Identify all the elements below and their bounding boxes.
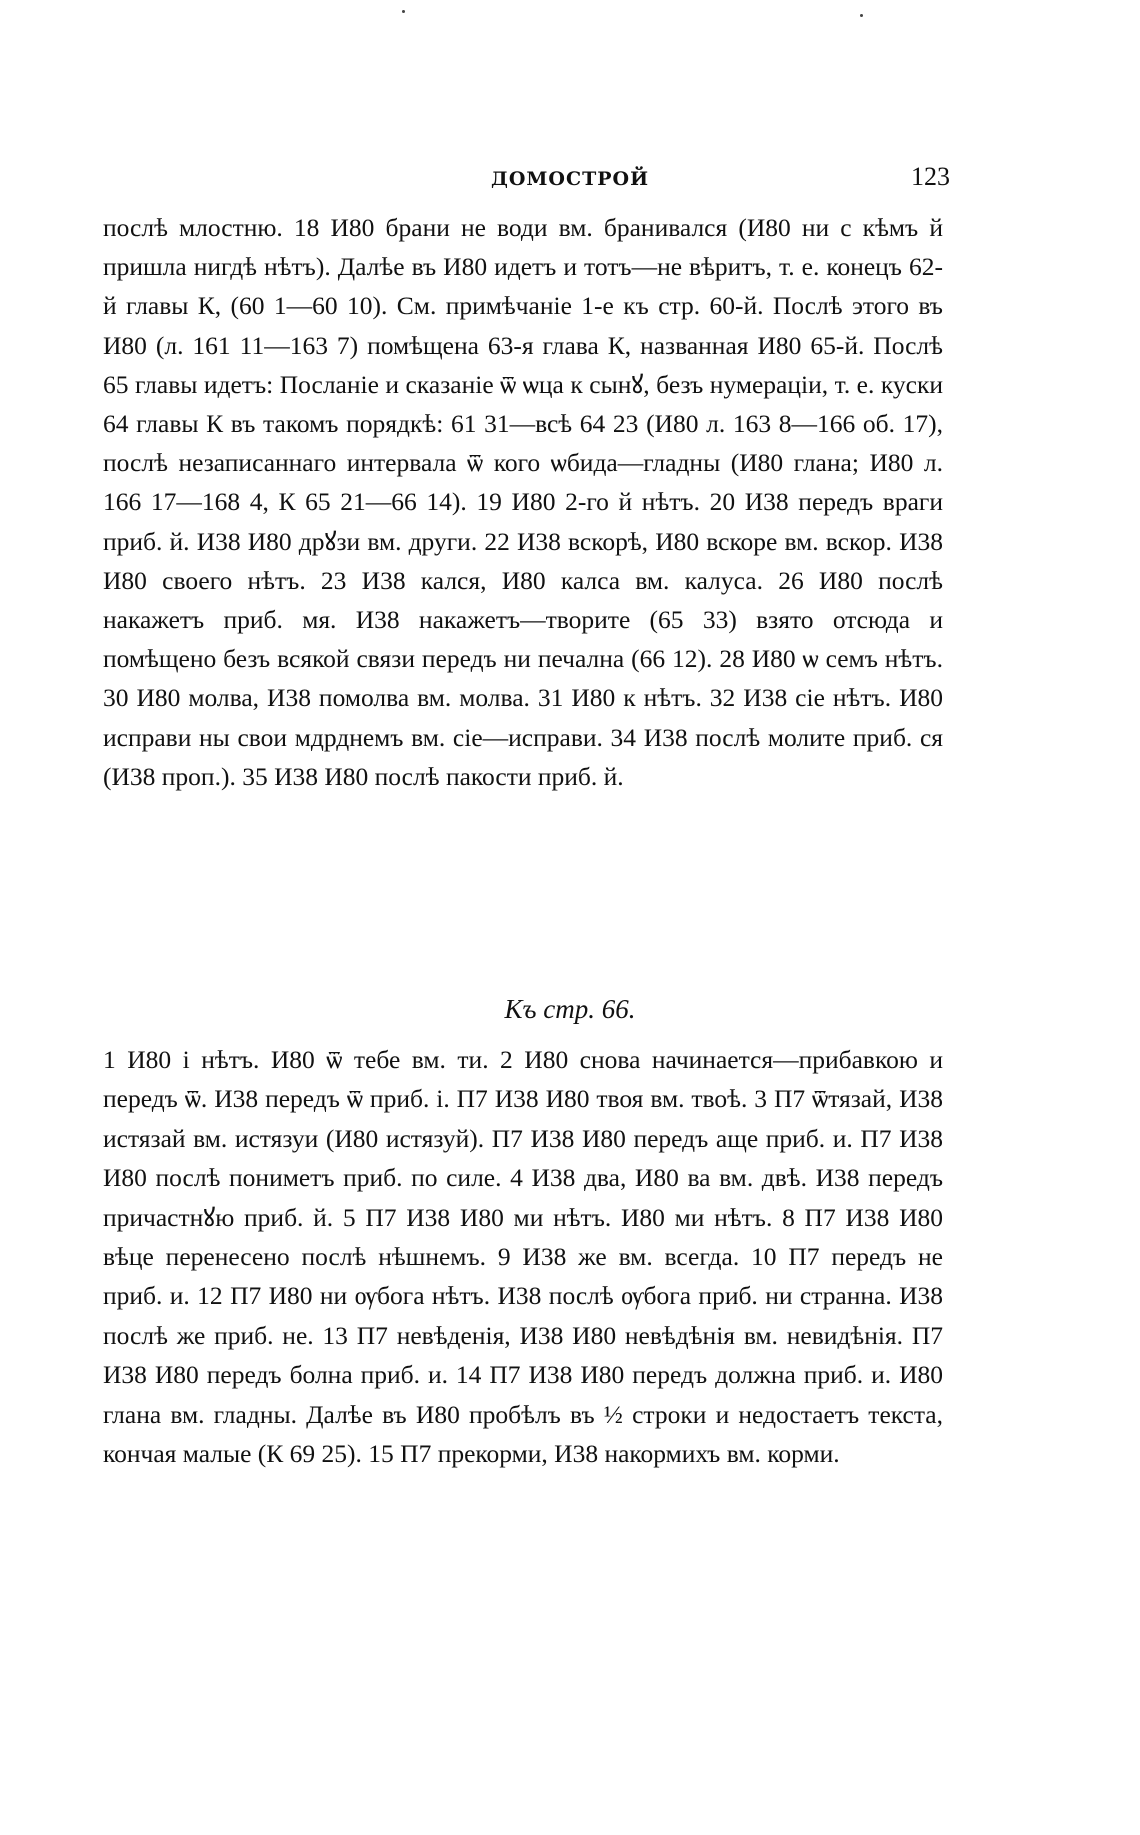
scan-speck <box>860 14 863 17</box>
section-heading: Къ стр. 66. <box>504 994 636 1024</box>
body-paragraph: послѣ млостню. 18 И80 брани не води вм. бранивался (И80 ни с кѣмъ й пришла нигдѣ нѣтъ). Далѣе въ И80 идетъ и тотъ—не вѣритъ, т. е. конецъ 62-й главы К, (60 1—60 10). См. примѣчаніе 1-е къ стр. 60-й. Послѣ этого въ И80 (л. 161 11—163 7) помѣщена 63-я глава К, названная И80 65-й. Послѣ 65 главы идетъ: Посланіе и сказаніе ѿ ѡца к сынꙋ, безъ нумераціи, т. е. куски 64 главы К въ такомъ порядкѣ: 61 31—всѣ 64 23 (И80 л. 163 8—166 об. 17), послѣ незаписаннаго интервала ѿ кого ѡбида—гладны (И80 глана; И80 л. 166 17—168 4, К 65 21—66 14). 19 И80 2-го й нѣтъ. 20 И38 передъ враги приб. й. И38 И80 дрꙋзи вм. други. 22 И38 вскорѣ, И80 вскоре вм. вскор. И38 И80 своего нѣтъ. 23 И38 кался, И80 калса вм. калуса. 26 И80 послѣ накажетъ приб. мя. И38 накажетъ—творите (65 33) взято отсюда и помѣщено безъ всякой связи передъ ни печална (66 12). 28 И80 ѡ семъ нѣтъ. 30 И80 молва, И38 помолва вм. молва. 31 И80 к нѣтъ. 32 И38 сіе нѣтъ. И80 исправи ны свои мдрднемъ вм. сіе—исправи. 34 И38 послѣ молите приб. ся (И38 проп.). 35 И38 И80 послѣ пакости приб. й. <box>103 213 943 791</box>
section-paragraph: 1 И80 і нѣтъ. И80 ѿ тебе вм. ти. 2 И80 снова начинается—прибавкою и передъ ѿ. И38 передъ ѿ приб. і. П7 И38 И80 твоя вм. твоѣ. 3 П7 ѿтязай, И38 истязай вм. истязуи (И80 истязуй). П7 И38 И80 передъ аще приб. и. П7 И38 И80 послѣ пониметъ приб. по силе. 4 И38 два, И80 ва вм. двѣ. И38 передъ причастнꙋю приб. й. 5 П7 И38 И80 ми нѣтъ. И80 ми нѣтъ. 8 П7 И38 И80 вѣце перенесено послѣ нѣшнемъ. 9 И38 же вм. всегда. 10 П7 передъ не приб. и. 12 П7 И80 ни ѹбога нѣтъ. И38 послѣ ѹбога приб. ни странна. И38 послѣ же приб. не. 13 П7 невѣденія, И38 И80 невѣдѣнія вм. невидѣнія. П7 И38 И80 передъ болна приб. и. 14 П7 И38 И80 передъ должна приб. и. И80 глана вм. гладны. Далѣе въ И80 пробѣлъ въ ½ строки и недостаетъ текста, кончая малые (К 69 25). 15 П7 прекорми, И38 накормихъ вм. корми. <box>103 1045 943 1469</box>
page-header <box>0 158 1140 198</box>
scan-speck <box>402 10 405 13</box>
page-number: 123 <box>911 162 950 191</box>
body-text <box>103 208 943 796</box>
section-text <box>103 1040 943 1473</box>
running-title: ДОМОСТРОЙ <box>490 168 650 190</box>
